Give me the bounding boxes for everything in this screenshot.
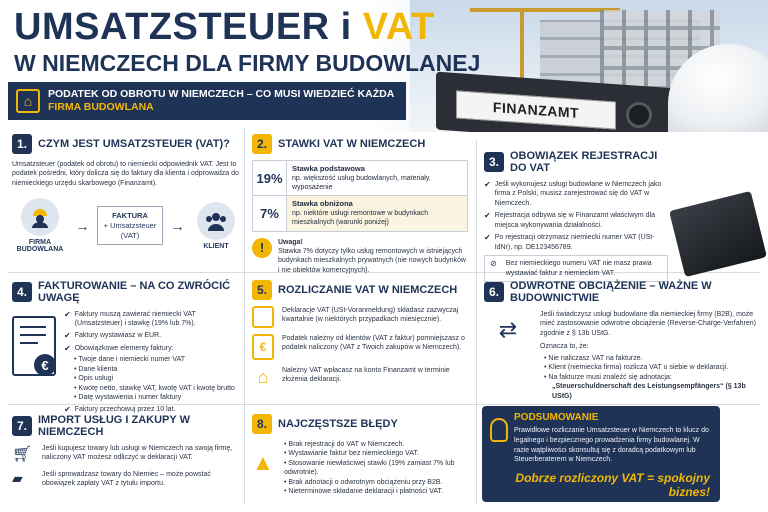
sub-item-text: Datę wystawienia i numer faktury (78, 394, 182, 402)
worker-icon (21, 198, 59, 236)
arrow-right-icon: → (75, 217, 90, 234)
section-5 (252, 280, 472, 388)
section-number: 5. (252, 280, 272, 300)
sub-item-text: Opis usługi (78, 375, 114, 383)
invoice-box-title: FAKTURA (112, 211, 148, 221)
binder-label: FINANZAMT (456, 90, 616, 129)
means-text: Oznacza to, że: (540, 343, 589, 351)
page-title: UMSATZSTEUER i VAT (14, 6, 435, 48)
summary-box (482, 406, 720, 502)
list-item: • Nie naliczasz VAT na fakturze. (544, 354, 643, 362)
check-icon: ✔ (64, 404, 71, 414)
list-item-text: Po rejestracji otrzymasz niemiecki numer VAT (USt-IdNr), np. DE123456789. (494, 234, 655, 251)
section-title: CZYM JEST UMSATZSTEUER (VAT)? (38, 138, 230, 150)
list-item: • Nieterminowe składanie deklaracji i płatności VAT. (284, 488, 443, 496)
section-text: Umsatzsteuer (podatek od obrotu) to niemiecki odpowiednik VAT. Jest to podatek pośredni, który dolicza się do faktury dla klienta i odprowadza do niemieckiego urzędu skarbowego (Finanzamt). (12, 161, 239, 187)
list-item: • Brak rejestracji do VAT w Niemczech. (284, 441, 405, 448)
section-number: 2. (252, 134, 272, 154)
section-2 (252, 134, 468, 275)
banner-line2: FIRMA BUDOWLANA (48, 101, 154, 113)
rate-value: 19% (253, 161, 287, 195)
list-item (484, 180, 668, 208)
reverse-charge-icon: ⇄ (498, 317, 518, 342)
binder-ring-icon (626, 102, 652, 128)
list-item-text: Faktury przechowuj przez 10 lat. (74, 405, 176, 413)
list-item-text: Nieterminowe składanie deklaracji i płatności VAT. (288, 488, 443, 496)
list-item-text: Klient (niemiecka firma) rozlicza VAT u siebie w deklaracji. (548, 364, 729, 372)
vat-rates-table (252, 160, 468, 232)
section-title: IMPORT USŁUG I ZAKUPY W NIEMCZECH (38, 414, 190, 438)
section-number: 8. (252, 414, 272, 434)
list-item-text: Wystawianie faktur bez niemieckiego VAT. (288, 450, 419, 458)
page-subtitle: W NIEMCZECH DLA FIRMY BUDOWLANEJ (14, 50, 481, 76)
section-number: 1. (12, 134, 32, 154)
client-label: KLIENT (203, 242, 229, 250)
annotation-quote: „Steuerschuldnerschaft des Leistungsempfängers“ (§ 13b UStG) (552, 383, 746, 400)
list-item-text: Brak adnotacji o odwrotnym obciążeniu przy B2B. (288, 478, 443, 486)
warning-title: Uwaga! (278, 238, 303, 246)
check-icon: ✔ (484, 180, 491, 189)
list-item-text: Na fakturze musi znaleźć się adnotacja: (548, 373, 672, 381)
section-4 (12, 280, 240, 415)
section-1 (12, 134, 240, 253)
list-item-text: Faktury muszą zawierać niemiecki VAT (Umsatzsteuer) i stawkę (19% lub 7%). (74, 311, 196, 328)
euro-document-icon: € (252, 334, 274, 360)
house-document-icon: ⌂ (16, 89, 40, 113)
registration-note (484, 255, 668, 282)
section-number: 7. (12, 416, 32, 436)
list-item: • Stosowanie niewłaściwej stawki (19% zamiast 7% lub odwrotnie). (284, 459, 455, 477)
section-number: 6. (484, 282, 504, 302)
rate-title: Stawka podstawowa (292, 164, 365, 173)
settlement-text-2: Podatek należny od klientów (VAT z faktur) pomniejszasz o podatek naliczony (VAT z Twoich zakupów w Niemczech). (282, 335, 465, 352)
list-item: • Na fakturze musi znaleźć się adnotacja: (544, 373, 672, 381)
arrow-right-icon: → (170, 217, 185, 234)
section-number: 4. (12, 282, 32, 302)
list-item-text: Faktury wystawiasz w EUR. (74, 331, 162, 339)
intro-banner (8, 82, 406, 120)
list-item: • Brak adnotacji o odwrotnym obciążeniu przy B2B. (284, 478, 443, 486)
sub-item-text: Twoje dane i niemiecki numer VAT (78, 356, 186, 364)
sub-item: • Kwotę netto, stawkę VAT, kwotę VAT i kwotę brutto (74, 384, 235, 392)
reverse-charge-text: Jeśli świadczysz usługi budowlane dla niemieckiej firmy (B2B), może mieć zastosowanie odwrotne obciążenie (Reverse-Charge-Verfahren) zgodnie z § 13b UStG. (540, 311, 756, 337)
summary-title: PODSUMOWANIE (514, 412, 599, 423)
company-label: FIRMA BUDOWLANA (16, 239, 64, 254)
list-item: • Klient (niemiecka firma) rozlicza VAT u siebie w deklaracji. (544, 364, 729, 372)
sub-item: • Dane klienta (74, 365, 118, 373)
col-divider (476, 140, 477, 504)
list-item-text: Jeśli wykonujesz usługi budowlane w Niemczech jako firma z Polski, musisz zarejestrować się do VAT w Niemczech. (494, 181, 662, 207)
section-number: 3. (484, 152, 504, 172)
rate-text: np. większość usług budowlanych, materiały, wyposażenie (292, 175, 431, 192)
sub-item-text: Dane klienta (78, 365, 118, 373)
section-title: NAJCZĘSTSZE BŁĘDY (278, 418, 398, 430)
check-icon: ✔ (484, 233, 491, 243)
list-item (484, 233, 668, 252)
col-divider (244, 128, 245, 504)
list-item-text: Brak rejestracji do VAT w Niemczech. (288, 441, 405, 448)
calculator-image (669, 191, 767, 277)
invoice-box (97, 206, 164, 245)
shopping-cart-icon: 🛒︎ (12, 446, 33, 463)
list-item-text: Stosowanie niewłaściwej stawki (19% zamiast 7% lub odwrotnie). (284, 459, 455, 477)
check-icon: ✔ (64, 310, 71, 319)
banner-line1: PODATEK OD OBROTU W NIEMCZECH – CO MUSI WIEDZIEĆ KAŻDA (48, 87, 395, 100)
section-title: ODWROTNE OBCIĄŻENIE – WAŻNE W BUDOWNICTWIE (510, 280, 712, 304)
section-title: ROZLICZANIE VAT W NIEMCZECH (278, 284, 458, 296)
clients-icon (197, 202, 235, 240)
summary-signature: Dobrze rozliczony VAT = spokojny biznes! (515, 471, 710, 500)
registration-list (484, 180, 668, 252)
lightbulb-icon (490, 418, 508, 442)
check-icon: ✔ (64, 330, 71, 340)
sub-item: • Opis usługi (74, 375, 114, 383)
list-item-text: Obowiązkowe elementy faktury: (74, 344, 174, 352)
rate-row (253, 196, 467, 230)
warning-icon: ! (252, 238, 272, 258)
list-item: • Wystawianie faktur bez niemieckiego VAT. (284, 450, 419, 458)
summary-text: Prawidłowe rozliczanie Umsatzsteuer w Niemczech to klucz do legalnego i bezpiecznego prowadzenia firmy budowlanej. W razie wątpliwości skonsultuj się z doradcą podatkowym lub Steuerberaterem w Niemczech. (514, 427, 709, 464)
bank-icon: ⌂ (257, 367, 269, 387)
section-6 (484, 280, 760, 401)
import-text-2: Jeśli sprowadzasz towary do Niemiec – może powstać obowiązek zapłaty VAT z tytułu importu. (42, 471, 211, 488)
section-3 (484, 150, 668, 282)
section-7 (12, 414, 240, 489)
list-item (484, 211, 668, 230)
warning-text: Stawka 7% dotyczy tylko usług remontowych w istniejących budynkach mieszkalnych prywatnych (nie nowych budynków i nie obiektów komercyjnych). (278, 248, 466, 274)
sub-item: • Datę wystawienia i numer faktury (74, 394, 182, 402)
section-8 (252, 414, 472, 497)
sub-item-text: Kwotę netto, stawkę VAT, kwotę VAT i kwotę brutto (78, 384, 235, 392)
settlement-text-1: Deklaracje VAT (USt-Voranmeldung) składasz zazwyczaj kwartalnie (w niektórych przypadkach miesięcznie). (282, 307, 459, 324)
rate-row (253, 161, 467, 196)
import-text-1: Jeśli kupujesz towary lub usługi w Niemczech na swoją firmę, naliczony VAT możesz odliczyć w deklaracji VAT. (42, 445, 233, 462)
warning-triangle-icon: ▲ (252, 450, 274, 475)
section-title: STAWKI VAT W NIEMCZECH (278, 138, 426, 150)
hero-header (0, 0, 768, 132)
invoice-euro-icon: € (12, 316, 56, 376)
invoice-box-line2: + Umsatzsteuer (103, 220, 157, 230)
note-text: Bez niemieckiego numeru VAT nie masz prawa wystawiać faktur z niemieckim VAT. (505, 260, 652, 277)
calendar-icon (252, 306, 274, 328)
check-icon: ✔ (484, 211, 491, 221)
list-item-text: Nie naliczasz VAT na fakturze. (548, 354, 643, 362)
list-item-text: Rejestracja odbywa się w Finanzamt właściwym dla miejsca wykonywania działalności. (494, 212, 655, 229)
rate-value: 7% (253, 196, 287, 230)
rate-title: Stawka obniżona (292, 199, 353, 209)
section-title: OBOWIĄZEK REJESTRACJI DO VAT (510, 150, 658, 174)
rate-text: np. niektóre usługi remontowe w budynkach mieszkalnych (warunki poniżej) (292, 210, 429, 227)
no-entry-icon: ⊘ (490, 259, 497, 269)
section-title: FAKTUROWANIE – NA CO ZWRÓCIĆ UWAGĘ (38, 280, 231, 304)
truck-icon: ▰ (12, 470, 23, 486)
sub-item: • Twoje dane i niemiecki numer VAT (74, 356, 186, 364)
invoice-box-line3: (VAT) (120, 230, 140, 240)
check-icon: ✔ (64, 343, 71, 353)
settlement-text-3: Należny VAT wpłacasz na konto Finanzamt w terminie złożenia deklaracji. (282, 367, 450, 384)
crane-jib (470, 8, 620, 12)
